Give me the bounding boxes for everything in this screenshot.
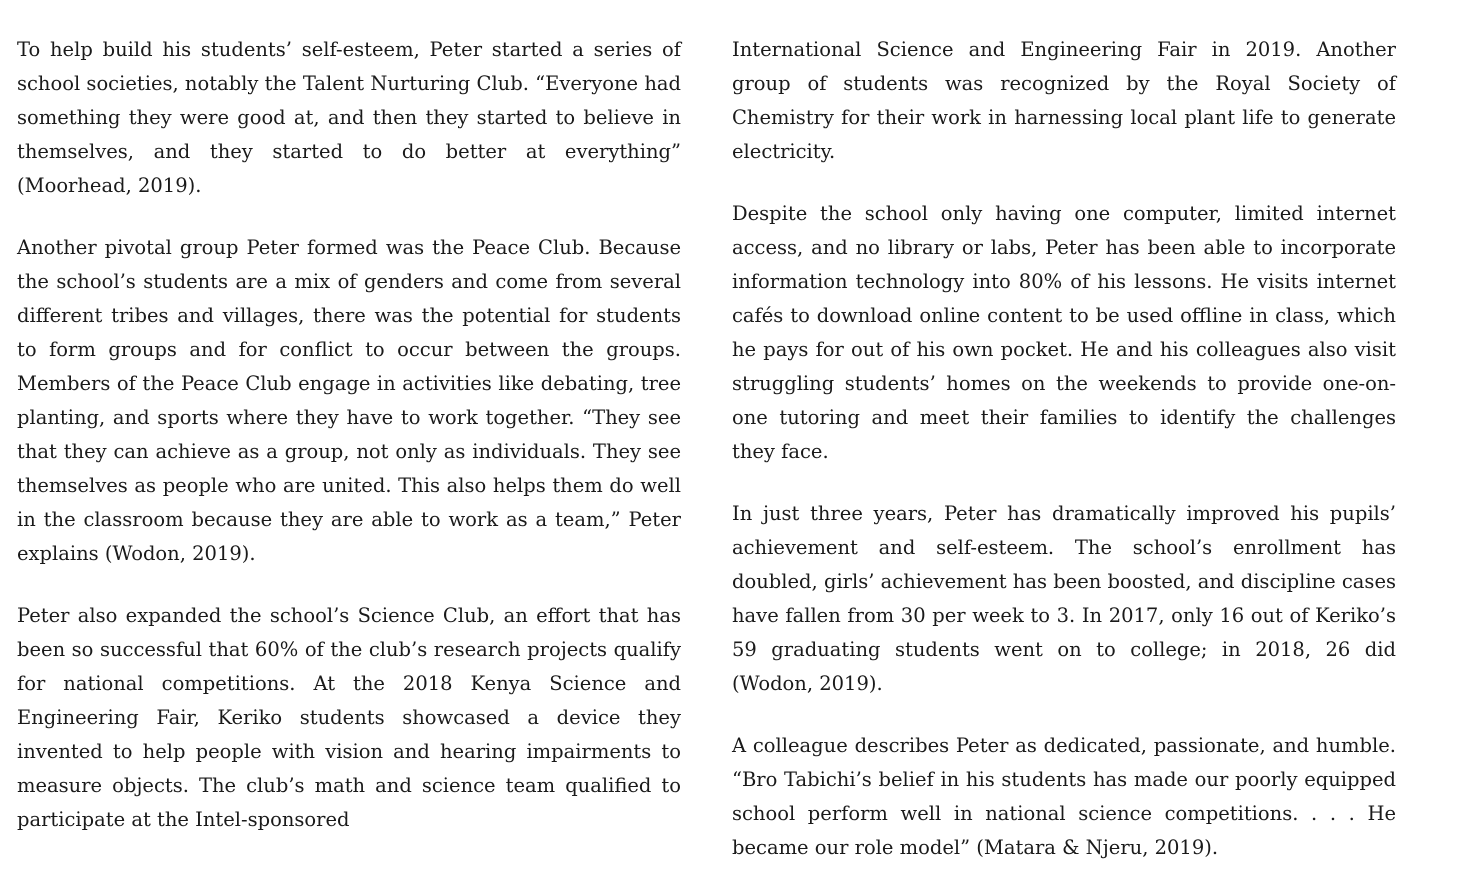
- left-column: [17, 33, 681, 865]
- paragraph-achievement: In just three years, Peter has dramatically improved his pupils’ achievement and self-esteem. The school’s enrollment has doubled, girls’ achievement has been boosted, and discipline cases have fallen from 30 per week to 3. In 2017, only 16 out of Keriko’s 59 graduating students went on to college; in 2018, 26 did (Wodon, 2019).: [732, 502, 1396, 695]
- paragraph-technology-lessons: Despite the school only having one computer, limited internet access, and no library or labs, Peter has been able to incorporate information technology into 80% of his lessons. He visits internet cafés to download online content to be used offline in class, which he pays for out of his own pocket. He and his colleagues also visit struggling students’ homes on the weekends to provide one-on-one tutoring and meet their families to identify the challenges they face.: [732, 202, 1396, 463]
- paragraph-science-club: Peter also expanded the school’s Science Club, an effort that has been so successful that 60% of the club’s research projects qualify for national competitions. At the 2018 Kenya Science and Engineering Fair, Keriko students showcased a device they invented to help people with vision and hearing impairments to measure objects. The club’s math and science team qualified to participate at the Intel-sponsored: [17, 604, 681, 831]
- paragraph-science-fair-continued: International Science and Engineering Fair in 2019. Another group of students was recognized by the Royal Society of Chemistry for their work in harnessing local plant life to generate electricity.: [732, 38, 1396, 163]
- paragraph-colleague-quote: A colleague describes Peter as dedicated, passionate, and humble. “Bro Tabichi’s belief in his students has made our poorly equipped school perform well in national science competitions. . . . He became our role model” (Matara & Njeru, 2019).: [732, 734, 1396, 859]
- paragraph-talent-nurturing-club: To help build his students’ self-esteem, Peter started a series of school societies, notably the Talent Nurturing Club. “Everyone had something they were good at, and then they started to believe in themselves, and they started to do better at everything” (Moorhead, 2019).: [17, 38, 681, 197]
- paragraph-peace-club: Another pivotal group Peter formed was the Peace Club. Because the school’s students are a mix of genders and come from several different tribes and villages, there was the potential for students to form groups and for conflict to occur between the groups. Members of the Peace Club engage in activities like debating, tree planting, and sports where they have to work together. “They see that they can achieve as a group, not only as individuals. They see themselves as people who are united. This also helps them do well in the classroom because they are able to work as a team,” Peter explains (Wodon, 2019).: [17, 236, 681, 565]
- right-column: [732, 33, 1396, 893]
